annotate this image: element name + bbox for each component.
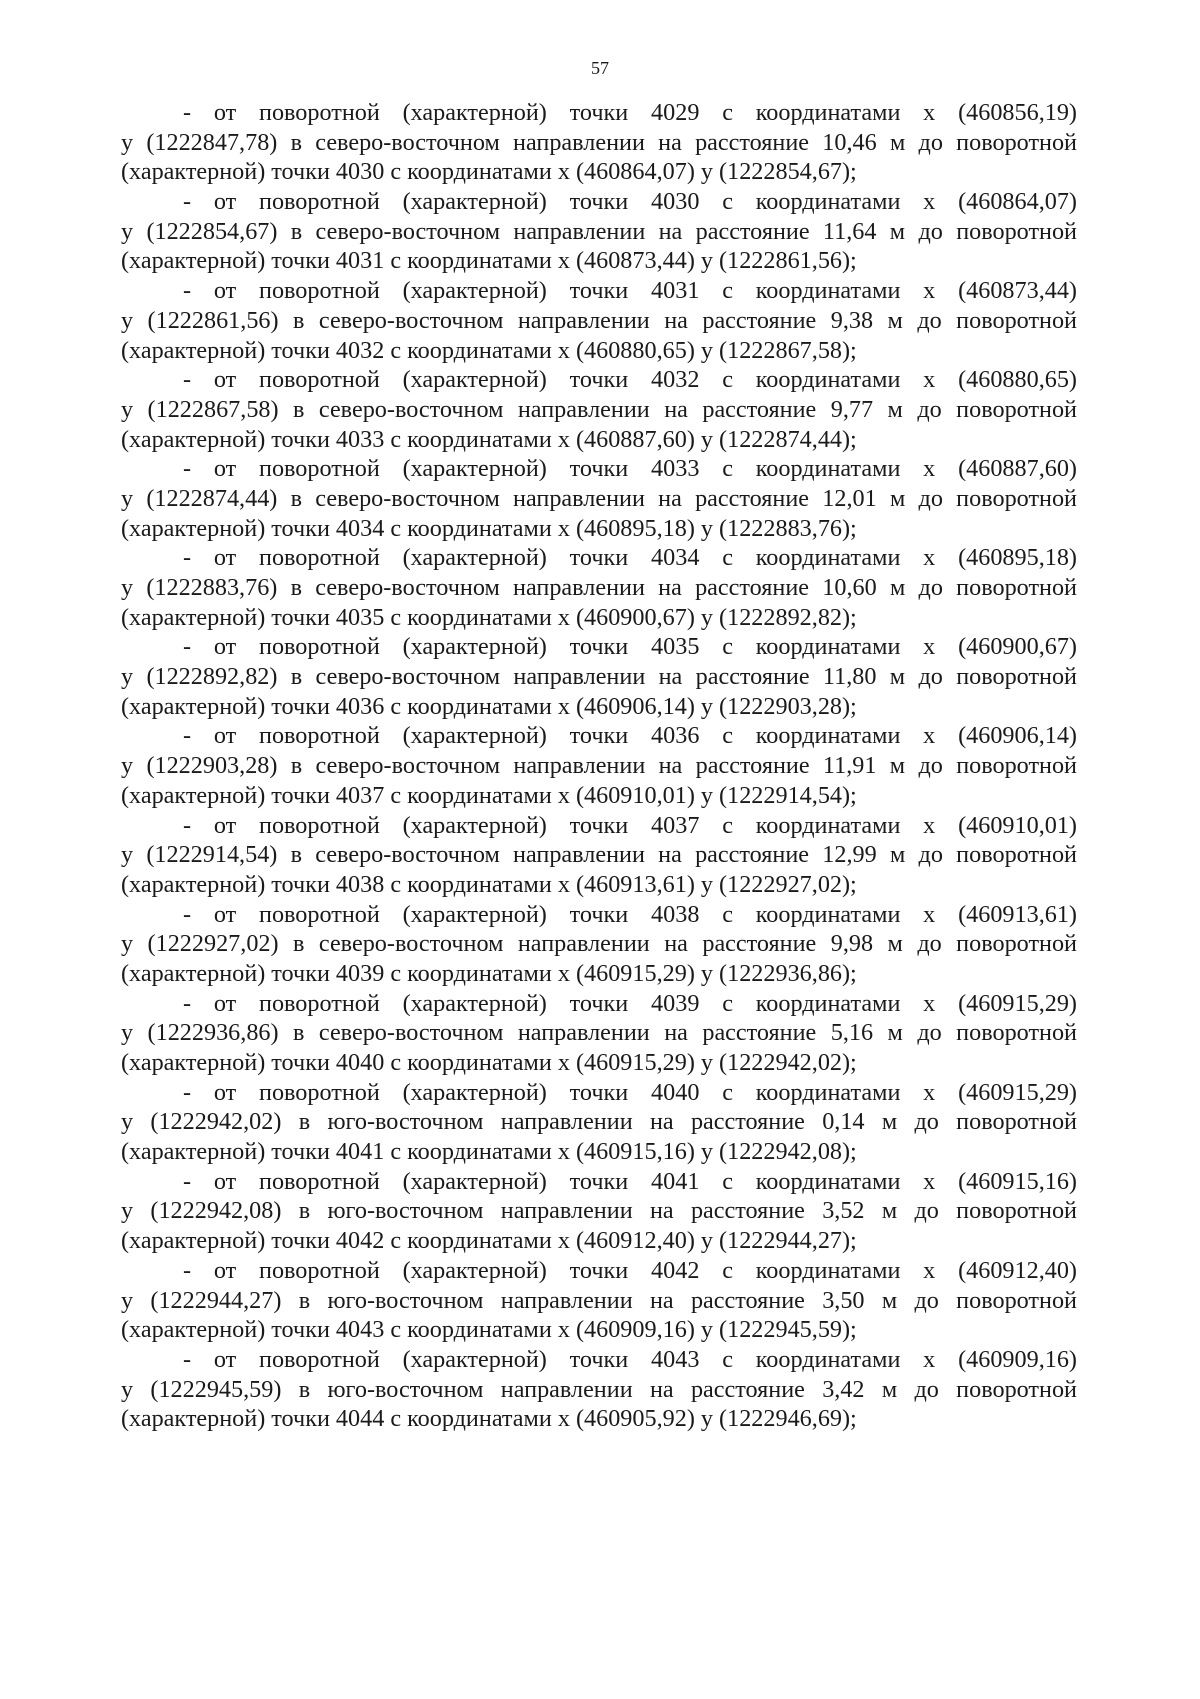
paragraph-line: (характерной) точки 4031 с координатами x (460873,44) y (1222861,56); bbox=[121, 247, 857, 275]
paragraph-line: y (1222936,86) в северо-восточном направлении на расстояние 5,16 м до поворотной bbox=[121, 1019, 1077, 1047]
paragraph-line: - от поворотной (характерной) точки 4033 с координатами x (460887,60) bbox=[183, 455, 1077, 483]
paragraph-line: y (1222847,78) в северо-восточном направлении на расстояние 10,46 м до поворотной bbox=[121, 128, 1077, 156]
paragraph-line: - от поворотной (характерной) точки 4039 с координатами x (460915,29) bbox=[183, 989, 1077, 1017]
document-body bbox=[121, 98, 1077, 1434]
paragraph bbox=[121, 543, 1077, 632]
paragraph-line: (характерной) точки 4040 с координатами x (460915,29) y (1222942,02); bbox=[121, 1049, 857, 1076]
paragraph-line: - от поворотной (характерной) точки 4032 с координатами x (460880,65) bbox=[183, 366, 1077, 394]
paragraph bbox=[121, 454, 1077, 543]
paragraph bbox=[121, 1078, 1077, 1167]
paragraph-line: (характерной) точки 4044 с координатами x (460905,92) y (1222946,69); bbox=[121, 1405, 857, 1433]
paragraph-line: - от поворотной (характерной) точки 4040 с координатами x (460915,29) bbox=[183, 1078, 1077, 1106]
paragraph-line: - от поворотной (характерной) точки 4034 с координатами x (460895,18) bbox=[183, 544, 1077, 572]
paragraph-line: y (1222867,58) в северо-восточном направлении на расстояние 9,77 м до поворотной bbox=[121, 395, 1077, 423]
paragraph-line: y (1222874,44) в северо-восточном направлении на расстояние 12,01 м до поворотной bbox=[121, 484, 1077, 512]
paragraph-line: (характерной) точки 4033 с координатами x (460887,60) y (1222874,44); bbox=[121, 425, 857, 453]
paragraph-line: y (1222944,27) в юго-восточном направлении на расстояние 3,50 м до поворотной bbox=[121, 1286, 1077, 1314]
paragraph-line: y (1222854,67) в северо-восточном направлении на расстояние 11,64 м до поворотной bbox=[121, 217, 1077, 245]
paragraph bbox=[121, 1167, 1077, 1256]
paragraph-line: - от поворотной (характерной) точки 4042 с координатами x (460912,40) bbox=[183, 1256, 1077, 1284]
paragraph bbox=[121, 900, 1077, 989]
paragraph-line: y (1222942,08) в юго-восточном направлении на расстояние 3,52 м до поворотной bbox=[121, 1197, 1077, 1225]
paragraph-line: - от поворотной (характерной) точки 4037 с координатами x (460910,01) bbox=[183, 811, 1077, 839]
paragraph-line: y (1222927,02) в северо-восточном направлении на расстояние 9,98 м до поворотной bbox=[121, 930, 1077, 958]
paragraph-line: (характерной) точки 4038 с координатами x (460913,61) y (1222927,02); bbox=[121, 870, 857, 898]
paragraph-line: (характерной) точки 4032 с координатами x (460880,65) y (1222867,58); bbox=[121, 336, 857, 364]
paragraph bbox=[121, 98, 1077, 187]
paragraph bbox=[121, 1256, 1077, 1345]
paragraph bbox=[121, 989, 1077, 1078]
paragraph-line: (характерной) точки 4043 с координатами x (460909,16) y (1222945,59); bbox=[121, 1316, 857, 1344]
paragraph-line: y (1222861,56) в северо-восточном направлении на расстояние 9,38 м до поворотной bbox=[121, 306, 1077, 334]
paragraph-line: - от поворотной (характерной) точки 4038 с координатами x (460913,61) bbox=[183, 900, 1077, 928]
paragraph-line: y (1222914,54) в северо-восточном направлении на расстояние 12,99 м до поворотной bbox=[121, 841, 1077, 869]
paragraph bbox=[121, 632, 1077, 721]
paragraph-line: - от поворотной (характерной) точки 4036 с координатами x (460906,14) bbox=[183, 722, 1077, 750]
paragraph bbox=[121, 276, 1077, 365]
paragraph-line: y (1222892,82) в северо-восточном направлении на расстояние 11,80 м до поворотной bbox=[121, 663, 1077, 691]
paragraph bbox=[121, 1345, 1077, 1434]
paragraph-line: y (1222945,59) в юго-восточном направлении на расстояние 3,42 м до поворотной bbox=[121, 1375, 1077, 1403]
paragraph-line: y (1222942,02) в юго-восточном направлении на расстояние 0,14 м до поворотной bbox=[121, 1108, 1077, 1136]
paragraph bbox=[121, 811, 1077, 900]
paragraph-line: - от поворотной (характерной) точки 4030 с координатами x (460864,07) bbox=[183, 188, 1077, 216]
paragraph-line: (характерной) точки 4041 с координатами x (460915,16) y (1222942,08); bbox=[121, 1138, 857, 1166]
paragraph-line: (характерной) точки 4037 с координатами x (460910,01) y (1222914,54); bbox=[121, 781, 857, 809]
paragraph-line: (характерной) точки 4035 с координатами x (460900,67) y (1222892,82); bbox=[121, 603, 857, 631]
paragraph-line: (характерной) точки 4034 с координатами x (460895,18) y (1222883,76); bbox=[121, 514, 857, 542]
paragraph bbox=[121, 365, 1077, 454]
paragraph-line: - от поворотной (характерной) точки 4041 с координатами x (460915,16) bbox=[183, 1167, 1077, 1195]
paragraph-line: - от поворотной (характерной) точки 4043 с координатами x (460909,16) bbox=[183, 1345, 1077, 1373]
paragraph-line: - от поворотной (характерной) точки 4031 с координатами x (460873,44) bbox=[183, 277, 1077, 305]
paragraph-line: (характерной) точки 4036 с координатами x (460906,14) y (1222903,28); bbox=[121, 692, 857, 720]
paragraph-line: (характерной) точки 4042 с координатами x (460912,40) y (1222944,27); bbox=[121, 1227, 857, 1255]
paragraph bbox=[121, 721, 1077, 810]
paragraph-line: - от поворотной (характерной) точки 4035 с координатами x (460900,67) bbox=[183, 633, 1077, 661]
page-number: 57 bbox=[591, 58, 609, 78]
paragraph-line: - от поворотной (характерной) точки 4029 с координатами x (460856,19) bbox=[183, 99, 1077, 126]
paragraph-line: (характерной) точки 4030 с координатами x (460864,07) y (1222854,67); bbox=[121, 158, 857, 186]
paragraph-line: (характерной) точки 4039 с координатами x (460915,29) y (1222936,86); bbox=[121, 959, 857, 987]
paragraph-line: y (1222883,76) в северо-восточном направлении на расстояние 10,60 м до поворотной bbox=[121, 574, 1077, 601]
paragraph-line: y (1222903,28) в северо-восточном направлении на расстояние 11,91 м до поворотной bbox=[121, 752, 1077, 780]
paragraph bbox=[121, 187, 1077, 276]
